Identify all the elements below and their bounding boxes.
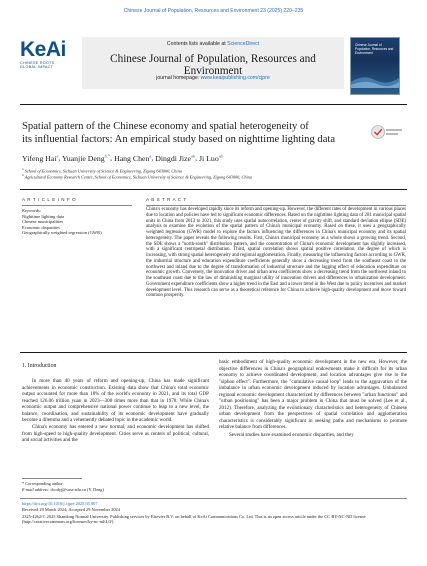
author[interactable]: Hang Chen$^a$ [114,153,152,163]
article-title-line-1: Spatial pattern of the Chinese economy and spatial heterogeneity of [22,121,309,132]
logo-tagline-1: CHINESE ROOTS [20,61,55,65]
contents-prefix: Contents lists available at [166,41,228,47]
body-column-right [219,359,407,439]
footnote-email [22,487,212,492]
logo-tagline-2: GLOBAL IMPACT [20,65,54,70]
author[interactable]: Yuanjie Deng$^{b,*}$ [62,153,111,163]
sciencedirect-link[interactable]: ScienceDirect [227,41,260,47]
abstract-heading: A B S T R A C T [146,197,187,202]
banner-box [82,37,344,89]
abstract-rule [146,205,406,206]
contents-line [82,41,344,47]
abstract-text: China's economy has developed rapidly since its reform and opening-up. However, the different rates of development in various places due to location and policies have led to significant economic differences. Based on the nighttime lighting data of 281 municipal spatial units in China from 2013 to 2021, this study uses spatial autocorrelation, center of gravity shift, and standard deviation ellipse (SDE) analysis to examine the evolution of the spatial pattern of China's municipal economy. Based on these, it uses a geographically weighted regression (GWR) model to explore the factors influencing the differences in China's municipal economy and its spatial heterogeneity. The paper reveals the following results. First, China's municipal economy as a whole shows a growing trend. Second, the SDE shows a "north-south" distribution pattern, and the concentration of China's economic development has slightly increased, with a significant centripetal distribution. Third, spatial correlation shows spatial positive correlation, the degree of which is increasing, with strong spatial heterogeneity and regional agglomeration. Finally, measuring the influencing factors according to GWR, the industrial structure and education expenditure coefficients generally show a decreasing trend from the southeast coast to the northwest and inland due to the degree of transformation of industrial structure and the lagging effect of education expenditure on economic growth. Conversely, the innovation driver and urban area coefficients show a decreasing trend from the northwest inland to the southeast coast due to the law of diminishing marginal utility of innovation drivers and differences in urbanization development. Government expenditure coefficients show a higher trend in the East and a lower trend in the West due to policy incentives and market development level. This research can serve as a theoretical reference for China to achieve high-quality development and move toward common prosperity. [146,207,406,299]
author[interactable]: Yifeng Hai$^a$ [22,153,59,163]
email-link[interactable]: dcodyj@suse.edu.cn (Y. Deng) [50,487,104,492]
received-dates: Received 29 March 2024; Accepted 29 November 2024 [22,507,120,512]
section-heading-introduction: 1. Introduction [22,363,57,369]
journal-cover-image[interactable] [350,37,400,95]
article-title [22,120,342,146]
article-info-rule [22,205,132,206]
keai-logo[interactable] [20,39,76,87]
doi-link[interactable]: https://doi.org/10.1016/j.cjpre.2025.05.007 [22,501,98,506]
keyword: Geographically weighted regression (GWR) [22,230,102,236]
body-column-left [22,378,209,444]
check-for-updates-icon[interactable] [370,124,404,140]
affiliation-b: $^b$ Agricultural Economy Research Centre, School of Economics, Sichuan University of Science & Engineering, Zigong 643000, China [22,173,252,180]
paragraph: Several studies have examined economic disparities, and they [229,431,354,438]
info-rule [20,189,407,190]
header-rule [20,104,407,105]
copyright-notice: 2325-4262/© 2025 Shandong Normal University. Publishing services by Elsevier B.V. on behalf of KeAi Communications Co. Ltd. This is an open access article under the CC BY-NC-ND license (http://creativecommons.org/licenses/by-nc-nd/4.0/). [22,514,366,525]
logo-mark: KeAi [20,38,66,61]
keyword: Nighttime lighting data [22,213,64,219]
author-list: Yifeng Hai$^a$, Yuanjie Deng$^{b,*}$, Hang Chen$^a$, Dingdi Jize$^{ab}$, Ji Luo$^{ab}$ [22,153,223,163]
keyword: Economic disparities [22,224,60,230]
cover-wave-graphic [351,70,399,88]
author[interactable]: Dingdi Jize$^{ab}$ [155,153,196,163]
homepage-link[interactable]: www.keaipublishing.com/cjpre [200,75,270,81]
paragraph: In more than 40 years of reform and opening-up, China has made significant achievements in economic construction. Existing data show that China's total economic output accounted for more than 18% of the world's economy in 2021, and its total GDP reached 126.06 trillion yuan in 2023—300 times more than that in 1978. While China's economic output and comprehensive national power continue to leap to a new level, the balance, coordination, and sustainability of its economic development have gradually become a dilemma and a vehemently debated topic in the academic world. [22,378,209,424]
paragraph: China's economy has entered a new normal, and economic development has shifted from high-speed to high-quality development. Cities serve as centers of political, cultural, and social activities and the [22,424,209,444]
body-rule [20,352,407,353]
homepage-prefix: journal homepage: [156,75,201,81]
footnote-corresponding: * Corresponding author. [22,481,64,486]
keyword: Chinese municipalities [22,219,64,225]
journal-banner [20,37,407,97]
keywords-label: Keywords: [22,208,42,213]
running-head[interactable]: Chinese Journal of Population, Resources and Environment 23 (2025) 220–235 [123,8,304,14]
footnote-rule [22,478,82,479]
article-title-line-2: its influential factors: An empirical study based on nighttime lighting data [22,134,336,145]
homepage-line [82,75,344,81]
paragraph: basic embodiment of high-quality economic development in the new era. However, the objective differences in China's geographical endowments make it difficult for its urban economy to achieve coordinated development, and location advantages give rise to the "siphon effect". Furthermore, the "cumulative causal loop" leads to the aggravation of the imbalance in urban economic development induced by location advantages. Unbalanced regional economic development characterized by differences between "urban functions" and "urban positioning" has been a major problem in China that must be solved (Lee et al., 2012). Therefore, analyzing the evolutionary characteristics and heterogeneity of Chinese urban development from the perspectives of spatial correlation and agglomeration characteristics is considerably significant in seeking paths and mechanisms to promote relative balance from differences. [219,359,407,431]
article-info-heading: A R T I C L E I N F O [22,197,77,202]
keywords-block [22,208,132,236]
legal-rule [20,498,407,499]
email-label: E-mail address: [22,487,51,492]
cover-title: Chinese Journal of Population, Resources and Environment [355,43,394,55]
author[interactable]: Ji Luo$^{ab}$ [199,153,223,163]
affiliation-a: $^a$ School of Economics, Sichuan University of Science & Engineering, Zigong 643000, China [22,167,182,174]
journal-title: Chinese Journal of Population, Resources and Environment [110,53,316,77]
